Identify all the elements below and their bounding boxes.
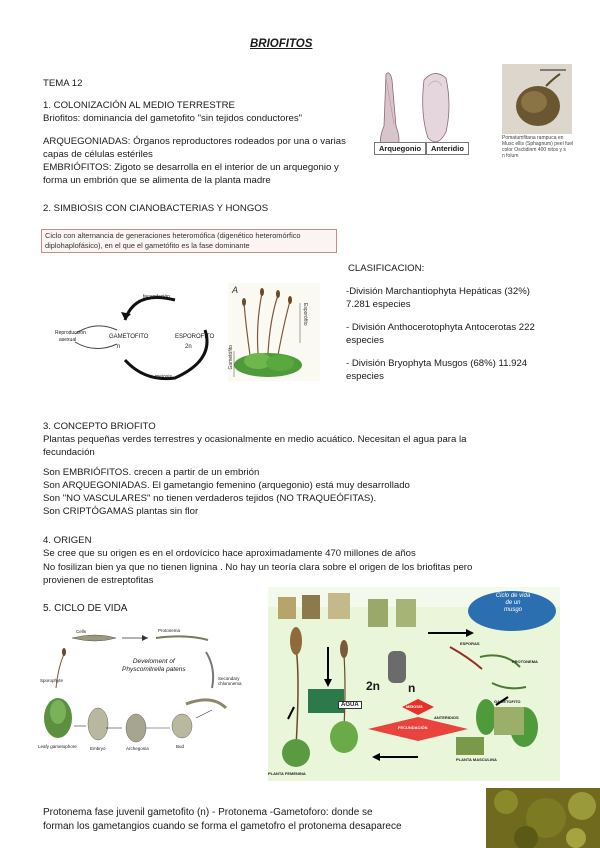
- clasificacion-heading: CLASIFICACION:: [348, 263, 425, 274]
- arquegonio-caption: Arquegonio: [374, 142, 426, 155]
- cycle-anteridios: ANTERIDIOS: [434, 715, 459, 720]
- protonema-photo-svg: [486, 788, 600, 848]
- physco-protonema: Protonema: [158, 628, 181, 633]
- s3-heading: 3. CONCEPTO BRIOFITO: [43, 421, 156, 432]
- cycle-2n: 2n: [185, 344, 192, 350]
- page-title: BRIOFITOS: [250, 38, 313, 50]
- cycle-n-label: n: [408, 681, 416, 695]
- alternancia-box: [41, 229, 337, 253]
- moss-label-gametofito: Gametófito: [228, 345, 234, 370]
- s5-heading: 5. CICLO DE VIDA: [43, 603, 128, 614]
- cycle-planta-femenina: PLANTA FEMENINA: [268, 771, 306, 776]
- cycle-title-1: Ciclo de vida: [495, 593, 531, 599]
- cycle-meiosis: MEIOSIS: [406, 704, 423, 709]
- physco-secondary: Secondary chloronema: [218, 676, 242, 686]
- cycle-left2: asexual: [59, 337, 77, 343]
- cycle-title: [484, 593, 542, 614]
- s3-l1: Plantas pequeñas verdes terrestres y ocasionalmente en medio acuático. Necesitan el agua para la: [43, 434, 467, 445]
- s1-line1: Briofitos: dominancia del gametofito "sin tejidos conductores": [43, 113, 303, 124]
- physco-sporophyte: Sporophyte: [40, 678, 64, 683]
- cycle-top: fecundación: [143, 294, 170, 300]
- cycle-gametofito: GAMETOFITO: [494, 699, 521, 704]
- s3-l4: Son ARQUEGONIADAS. El gametangio femenino (arquegonio) está muy desarrollado: [43, 480, 410, 491]
- cycle-protonema: PROTONEMA: [512, 659, 538, 664]
- s4-l3: provienen de estreptofitas: [43, 575, 154, 586]
- s1-p2: capas de células estériles: [43, 149, 153, 160]
- s1-heading: 1. COLONIZACIÓN AL MEDIO TERRESTRE: [43, 100, 235, 111]
- physco-title: [122, 658, 186, 674]
- bottom-line2: forman los gametangios cuando se forma el gametofro el protonema desaparece: [43, 821, 402, 832]
- physco-leafy: Leafy gametophore: [38, 744, 77, 749]
- cycle-2n-label: 2n: [366, 679, 381, 693]
- s3-l5: Son "NO VASCULARES" no tienen verdaderos tejidos (NO TRAQUEÓFITAS).: [43, 493, 377, 504]
- s3-l2: fecundación: [43, 447, 95, 458]
- clasif-3a: - División Bryophyta Musgos (68%) 11.924: [346, 358, 528, 369]
- cycle-title-2: de un: [505, 600, 521, 606]
- clasif-1a: -División Marchantiophyta Hepáticas (32%): [346, 286, 530, 297]
- photo-caption: [502, 135, 574, 159]
- moss-letter: A: [232, 285, 239, 295]
- physco-cells: Cells: [76, 629, 87, 634]
- alternancia-line1: Ciclo con alternancia de generaciones heteromófica (digenético heteromórfico: [45, 231, 301, 240]
- cycle-title-3: musgo: [503, 607, 522, 613]
- cycle-esporas: ESPORAS: [460, 641, 480, 646]
- clasif-3b: especies: [346, 371, 384, 382]
- physco-bud: Bud: [176, 744, 185, 749]
- protonema-photo: [486, 788, 600, 848]
- sporophyte-photo-drawing: [502, 64, 572, 134]
- physcomitrella-diagram: [36, 628, 262, 758]
- physcomitrella-svg: [36, 628, 262, 758]
- anteridio-caption: Anteridio: [426, 142, 469, 155]
- cycle-fecundacion: FECUNDACIÓN: [398, 725, 428, 730]
- cycle-gametofito: GAMETOFITO: [109, 334, 149, 340]
- moss-illustration: [228, 283, 320, 381]
- s1-p4: forma un embrión que se alimenta de la planta madre: [43, 175, 271, 186]
- moss-life-cycle-diagram: [268, 587, 560, 781]
- clasif-2a: - División Anthocerotophyta Antocerotas 222: [346, 322, 535, 333]
- s4-l1: Se cree que su origen es en el ordovícico hace aproximadamente 470 millones de años: [43, 548, 416, 559]
- s3-l6: Son CRIPTÓGAMAS plantas sin flor: [43, 506, 199, 517]
- clasif-2b: especies: [346, 335, 384, 346]
- physco-archegonia: Archegonia: [126, 746, 149, 751]
- cycle-left1: Reproducción: [55, 330, 86, 336]
- cycle-diagram: [55, 290, 225, 382]
- physco-title-2: Physcomitrella patens: [122, 666, 186, 673]
- s2-heading: 2. SIMBIOSIS CON CIANOBACTERIAS Y HONGOS: [43, 203, 269, 214]
- clasif-1b: 7.281 especies: [346, 299, 411, 310]
- photo-caption-3: color Osctidinm 400 nitos y s: [502, 147, 566, 153]
- physco-title-1: Develoment of: [132, 658, 175, 665]
- cycle-planta-masculina: PLANTA MASCULINA: [456, 757, 497, 762]
- s4-heading: 4. ORIGEN: [43, 535, 92, 546]
- s4-l2: No fosilizan bien ya que no tienen lignina . No hay un teoría clara sobre el origen de los briofitas pero: [43, 562, 473, 573]
- bottom-line1: Protonema fase juvenil gametofito (n) - Protonema -Gametoforo: donde se: [43, 807, 373, 818]
- s1-p1: ARQUEGONIADAS: Órganos reproductores rodeados por una o varias: [43, 136, 346, 147]
- cycle-bottom: meiosis: [155, 374, 172, 380]
- alternancia-line2: diplohaplofásico), en el que el gametófito es la fase dominante: [45, 241, 250, 250]
- photo-caption-1: Pomatumfitana rampuca en: [502, 135, 564, 141]
- s1-p3: EMBRIÓFITOS: Zigoto se desarrolla en el interior de un arquegonio y: [43, 162, 339, 173]
- sporophyte-photo: [502, 64, 572, 134]
- cycle-agua: AGUA: [338, 701, 362, 709]
- cycle-esporofito: ESPOROFITO: [175, 334, 215, 340]
- tema-label: TEMA 12: [43, 78, 83, 89]
- moss-label-esporofito: Esporófito: [302, 303, 308, 326]
- s3-l3: Son EMBRIÓFITOS. crecen a partir de un embrión: [43, 467, 260, 478]
- moss-illustration-svg: [228, 283, 320, 381]
- photo-caption-2: Musc ellis (Sphagnum) peel fuel: [502, 141, 574, 147]
- arquegonio-anteridio-image: [372, 66, 480, 158]
- photo-caption-4: n folum: [502, 153, 519, 159]
- physco-embryo: Embryo: [90, 746, 106, 751]
- cycle-n: n: [117, 344, 121, 350]
